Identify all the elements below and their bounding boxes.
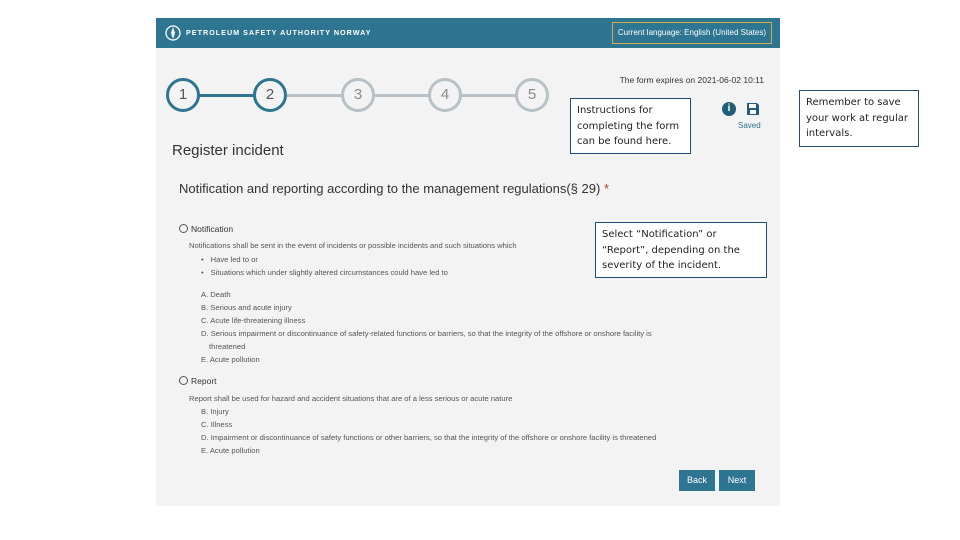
notification-item: E. Acute pollution <box>201 355 260 364</box>
notification-radio[interactable] <box>179 224 233 234</box>
page-title: Register incident <box>172 142 284 159</box>
radio-button-icon[interactable] <box>179 224 188 233</box>
required-mark: * <box>603 181 609 196</box>
report-item: E. Acute pollution <box>201 446 260 455</box>
step-4[interactable]: 4 <box>428 78 462 112</box>
compass-logo-icon <box>165 25 181 41</box>
step-3[interactable]: 3 <box>341 78 375 112</box>
saved-status: Saved <box>738 121 761 130</box>
step-2[interactable]: 2 <box>253 78 287 112</box>
back-button[interactable]: Back <box>679 470 715 491</box>
form-expiry: The form expires on 2021-06-02 10:11 <box>619 75 764 85</box>
brand-name: PETROLEUM SAFETY AUTHORITY NORWAY <box>186 28 372 37</box>
save-reminder-callout: Remember to save your work at regular intervals. <box>799 90 919 147</box>
next-button[interactable]: Next <box>719 470 755 491</box>
notification-item: C. Acute life-threatening illness <box>201 316 306 325</box>
report-item: B. Injury <box>201 407 229 416</box>
step-1[interactable]: 1 <box>166 78 200 112</box>
notification-bullet: • Have led to or <box>201 255 258 264</box>
report-label: Report <box>191 376 217 386</box>
step-5[interactable]: 5 <box>515 78 549 112</box>
info-icon[interactable]: i <box>722 102 736 116</box>
notification-label: Notification <box>191 224 234 234</box>
question-text: Notification and reporting according to the management regulations(§ 29) <box>179 181 601 196</box>
notification-description: Notifications shall be sent in the event of incidents or possible incidents and such situations which <box>189 241 517 250</box>
notification-bullet: • Situations which under slightly altered circumstances could have led to <box>201 268 448 277</box>
report-description: Report shall be used for hazard and accident situations that are of a less serious or acute nature <box>189 394 513 403</box>
notification-item: B. Serious and acute injury <box>201 303 292 312</box>
select-type-callout: Select “Notification” or “Report”, depending on the severity of the incident. <box>595 222 767 278</box>
report-item: C. Illness <box>201 420 233 429</box>
instructions-callout: Instructions for completing the form can be found here. <box>570 98 691 154</box>
radio-button-icon[interactable] <box>179 376 188 385</box>
step-connector <box>458 94 520 97</box>
report-item: D. Impairment or discontinuance of safety functions or other barriers, so that the integrity of the offshore or onshore facility is threatened <box>201 433 657 442</box>
notification-item: A. Death <box>201 290 231 299</box>
step-connector <box>283 94 345 97</box>
language-selector[interactable]: Current language: English (United States) <box>612 22 772 44</box>
step-connector <box>371 94 433 97</box>
step-indicator <box>166 78 546 112</box>
step-connector <box>196 94 258 97</box>
question-heading <box>179 181 609 196</box>
notification-item: D. Serious impairment or discontinuance of safety-related functions or barriers, so that the integrity of the offshore or onshore facility is <box>201 329 652 338</box>
top-bar <box>156 18 780 48</box>
save-icon[interactable] <box>746 102 760 116</box>
report-radio[interactable] <box>179 376 217 386</box>
notification-item: threatened <box>209 342 246 351</box>
